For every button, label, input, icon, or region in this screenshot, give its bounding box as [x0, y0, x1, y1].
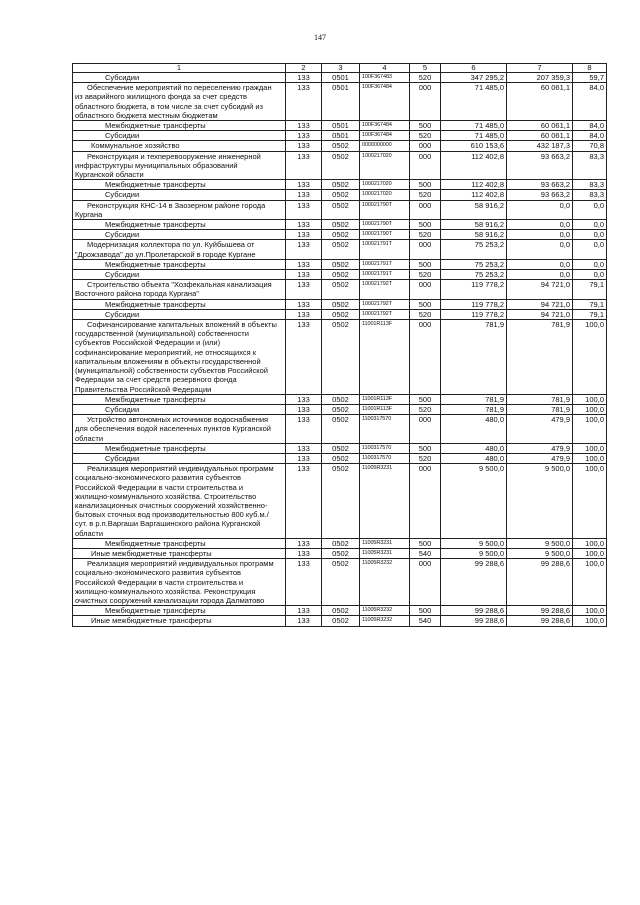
row-pct: 0,0: [573, 200, 607, 219]
row-gr: 133: [286, 190, 322, 200]
row-pct: 0,0: [573, 230, 607, 240]
row-name: Иные межбюджетные трансферты: [73, 616, 286, 626]
row-gr: 133: [286, 259, 322, 269]
row-gr: 133: [286, 200, 322, 219]
row-cs: 100021792T: [360, 299, 410, 309]
row-rz: 0502: [322, 394, 360, 404]
row-fact: 99 288,6: [507, 616, 573, 626]
row-name: Межбюджетные трансферты: [73, 394, 286, 404]
row-fact: 479,9: [507, 415, 573, 444]
row-name: Устройство автономных источников водоснабжения для обеспечения водой населенных пунктов Курганской области: [73, 415, 286, 444]
row-vr: 540: [410, 616, 441, 626]
page-number: 147: [314, 33, 326, 42]
row-vr: 520: [410, 309, 441, 319]
table-row: [73, 200, 607, 219]
row-name: Софинансирование капитальных вложений в объекты государственной (муниципальной) собственности субъектов Российской Федерации и (или) софинансирование мероприятий, не относящихся к капитальным вложениям в объекты государственной (муниципальной) собственности субъектов Российской Федерации за счет средств резервного фонда Правительства Российской Федерации: [73, 320, 286, 395]
row-pct: 100,0: [573, 443, 607, 453]
table-row: [73, 299, 607, 309]
row-vr: 500: [410, 394, 441, 404]
row-plan: 781,9: [441, 320, 507, 395]
row-pct: 100,0: [573, 606, 607, 616]
table-row: [73, 220, 607, 230]
row-fact: 94 721,0: [507, 280, 573, 299]
row-gr: 133: [286, 309, 322, 319]
row-cs: 100021790T: [360, 230, 410, 240]
table-row: [73, 240, 607, 259]
row-rz: 0501: [322, 73, 360, 83]
row-gr: 133: [286, 453, 322, 463]
row-name: Субсидии: [73, 190, 286, 200]
row-plan: 58 916,2: [441, 230, 507, 240]
row-name: Коммунальное хозяйство: [73, 141, 286, 151]
row-rz: 0502: [322, 299, 360, 309]
row-name: Субсидии: [73, 230, 286, 240]
row-fact: 60 061,1: [507, 131, 573, 141]
row-rz: 0502: [322, 464, 360, 539]
row-vr: 500: [410, 606, 441, 616]
row-rz: 0502: [322, 453, 360, 463]
row-gr: 133: [286, 230, 322, 240]
row-pct: 0,0: [573, 220, 607, 230]
row-vr: 500: [410, 443, 441, 453]
budget-table: [72, 63, 607, 627]
row-plan: 9 500,0: [441, 538, 507, 548]
row-cs: 100021791T: [360, 240, 410, 259]
row-pct: 100,0: [573, 464, 607, 539]
row-pct: 100,0: [573, 453, 607, 463]
row-fact: 93 663,2: [507, 190, 573, 200]
row-name: Субсидии: [73, 309, 286, 319]
row-name: Межбюджетные трансферты: [73, 180, 286, 190]
row-vr: 520: [410, 190, 441, 200]
row-name: Межбюджетные трансферты: [73, 220, 286, 230]
row-name: Межбюджетные трансферты: [73, 538, 286, 548]
row-pct: 83,3: [573, 151, 607, 180]
row-rz: 0502: [322, 538, 360, 548]
row-fact: 9 500,0: [507, 538, 573, 548]
row-gr: 133: [286, 240, 322, 259]
row-plan: 480,0: [441, 415, 507, 444]
header-col-plan: 6: [441, 64, 507, 73]
row-name: Строительство объекта "Хозфекальная канализация Восточного района города Кургана": [73, 280, 286, 299]
row-name: Субсидии: [73, 270, 286, 280]
row-vr: 500: [410, 259, 441, 269]
row-plan: 480,0: [441, 443, 507, 453]
row-fact: 99 288,6: [507, 559, 573, 606]
row-rz: 0502: [322, 280, 360, 299]
row-vr: 000: [410, 141, 441, 151]
row-rz: 0502: [322, 320, 360, 395]
row-gr: 133: [286, 415, 322, 444]
row-rz: 0502: [322, 190, 360, 200]
row-fact: 94 721,0: [507, 309, 573, 319]
row-vr: 500: [410, 180, 441, 190]
row-name: Субсидии: [73, 131, 286, 141]
row-gr: 133: [286, 141, 322, 151]
row-fact: 99 288,6: [507, 606, 573, 616]
row-cs: 100021792T: [360, 309, 410, 319]
row-vr: 520: [410, 230, 441, 240]
row-plan: 112 402,8: [441, 151, 507, 180]
table-row: [73, 83, 607, 121]
header-col-name: 1: [73, 64, 286, 73]
row-pct: 0,0: [573, 259, 607, 269]
row-rz: 0502: [322, 606, 360, 616]
row-cs: 11001R113F: [360, 320, 410, 395]
row-plan: 58 916,2: [441, 220, 507, 230]
row-cs: 100F367484: [360, 131, 410, 141]
row-gr: 133: [286, 180, 322, 190]
row-cs: 11001R113F: [360, 394, 410, 404]
table-row: [73, 559, 607, 606]
row-cs: 11005R3232: [360, 559, 410, 606]
table-row: [73, 538, 607, 548]
row-vr: 000: [410, 464, 441, 539]
row-plan: 781,9: [441, 394, 507, 404]
row-name: Реконструкция КНС-14 в Заозерном районе города Кургана: [73, 200, 286, 219]
row-pct: 100,0: [573, 538, 607, 548]
row-cs: 100021791T: [360, 259, 410, 269]
row-gr: 133: [286, 548, 322, 558]
row-pct: 84,0: [573, 83, 607, 121]
row-cs: 11005R3232: [360, 616, 410, 626]
row-plan: 119 778,2: [441, 280, 507, 299]
row-plan: 9 500,0: [441, 548, 507, 558]
row-rz: 0502: [322, 404, 360, 414]
row-rz: 0502: [322, 415, 360, 444]
table-row: [73, 464, 607, 539]
row-vr: 000: [410, 240, 441, 259]
row-plan: 75 253,2: [441, 270, 507, 280]
row-pct: 0,0: [573, 270, 607, 280]
row-gr: 133: [286, 151, 322, 180]
row-cs: 1000217020: [360, 151, 410, 180]
row-plan: 99 288,6: [441, 616, 507, 626]
row-gr: 133: [286, 616, 322, 626]
table-row: [73, 453, 607, 463]
row-gr: 133: [286, 131, 322, 141]
row-fact: 0,0: [507, 270, 573, 280]
table-row: [73, 180, 607, 190]
row-rz: 0502: [322, 559, 360, 606]
row-name: Реконструкция и техперевооружение инженерной инфраструктуры муниципальных образований Курганской области: [73, 151, 286, 180]
row-name: Межбюджетные трансферты: [73, 606, 286, 616]
row-plan: 71 485,0: [441, 83, 507, 121]
row-pct: 59,7: [573, 73, 607, 83]
row-vr: 000: [410, 83, 441, 121]
row-cs: 11001R113F: [360, 404, 410, 414]
row-cs: 100F367484: [360, 121, 410, 131]
row-cs: 1100317570: [360, 443, 410, 453]
row-pct: 0,0: [573, 240, 607, 259]
row-rz: 0501: [322, 121, 360, 131]
row-fact: 60 061,1: [507, 121, 573, 131]
row-vr: 000: [410, 320, 441, 395]
row-name: Межбюджетные трансферты: [73, 121, 286, 131]
row-plan: 9 500,0: [441, 464, 507, 539]
row-vr: 000: [410, 200, 441, 219]
row-pct: 100,0: [573, 394, 607, 404]
row-name: Реализация мероприятий индивидуальных программ социально-экономического развития субъектов Российской Федерации в части строительства и жилищно-коммунального хозяйства. Строительство канализационных очистных сооружений хозяйственно-бытовых сточных вод производительностью 800 куб.м./сут. в р.п.Варгаши Варгашинского района Курганской области: [73, 464, 286, 539]
row-gr: 133: [286, 404, 322, 414]
row-fact: 0,0: [507, 259, 573, 269]
row-rz: 0502: [322, 141, 360, 151]
table-row: [73, 259, 607, 269]
row-pct: 84,0: [573, 121, 607, 131]
row-rz: 0502: [322, 443, 360, 453]
row-cs: 100021791T: [360, 270, 410, 280]
table-row: [73, 548, 607, 558]
row-plan: 112 402,8: [441, 190, 507, 200]
row-gr: 133: [286, 394, 322, 404]
table-row: [73, 320, 607, 395]
table-row: [73, 270, 607, 280]
row-fact: 781,9: [507, 394, 573, 404]
row-plan: 610 153,6: [441, 141, 507, 151]
row-cs: 1000217020: [360, 180, 410, 190]
row-pct: 100,0: [573, 320, 607, 395]
row-vr: 000: [410, 559, 441, 606]
row-cs: 100021790T: [360, 220, 410, 230]
row-plan: 480,0: [441, 453, 507, 463]
row-name: Субсидии: [73, 73, 286, 83]
row-fact: 9 500,0: [507, 464, 573, 539]
row-cs: 100F367483: [360, 73, 410, 83]
row-cs: 100021792T: [360, 280, 410, 299]
row-gr: 133: [286, 270, 322, 280]
row-fact: 60 061,1: [507, 83, 573, 121]
row-name: Реализация мероприятий индивидуальных программ социально-экономического развития субъектов Российской Федерации в части строительства и жилищно-коммунального хозяйства. Реконструкция очистных сооружений канализации города Далматово: [73, 559, 286, 606]
row-name: Субсидии: [73, 404, 286, 414]
row-fact: 479,9: [507, 443, 573, 453]
row-fact: 94 721,0: [507, 299, 573, 309]
row-rz: 0502: [322, 151, 360, 180]
row-pct: 100,0: [573, 559, 607, 606]
row-fact: 93 663,2: [507, 180, 573, 190]
row-name: Межбюджетные трансферты: [73, 443, 286, 453]
row-vr: 500: [410, 538, 441, 548]
row-vr: 520: [410, 270, 441, 280]
row-pct: 70,8: [573, 141, 607, 151]
table-row: [73, 606, 607, 616]
row-fact: 781,9: [507, 404, 573, 414]
row-plan: 119 778,2: [441, 299, 507, 309]
row-gr: 133: [286, 280, 322, 299]
row-gr: 133: [286, 606, 322, 616]
row-plan: 99 288,6: [441, 606, 507, 616]
row-plan: 347 295,2: [441, 73, 507, 83]
row-vr: 000: [410, 151, 441, 180]
header-col-cs: 4: [360, 64, 410, 73]
row-cs: 100F367484: [360, 83, 410, 121]
row-gr: 133: [286, 73, 322, 83]
row-cs: 1100317570: [360, 453, 410, 463]
row-pct: 100,0: [573, 548, 607, 558]
row-name: Модернизация коллектора по ул. Куйбышева от "Дрожзавода" до ул.Пролетарской в городе Кургане: [73, 240, 286, 259]
row-vr: 500: [410, 299, 441, 309]
row-pct: 100,0: [573, 404, 607, 414]
row-rz: 0502: [322, 548, 360, 558]
table-row: [73, 73, 607, 83]
row-plan: 119 778,2: [441, 309, 507, 319]
row-vr: 000: [410, 415, 441, 444]
row-rz: 0502: [322, 230, 360, 240]
row-rz: 0501: [322, 131, 360, 141]
row-cs: 100021790T: [360, 200, 410, 219]
row-cs: 11005R3232: [360, 606, 410, 616]
row-gr: 133: [286, 220, 322, 230]
row-rz: 0501: [322, 83, 360, 121]
row-fact: 432 187,3: [507, 141, 573, 151]
row-cs: 1000217020: [360, 190, 410, 200]
row-gr: 133: [286, 559, 322, 606]
row-rz: 0502: [322, 220, 360, 230]
table-row: [73, 131, 607, 141]
table-row: [73, 121, 607, 131]
table-row: [73, 141, 607, 151]
row-fact: 93 663,2: [507, 151, 573, 180]
row-vr: 520: [410, 404, 441, 414]
row-pct: 79,1: [573, 299, 607, 309]
row-name: Межбюджетные трансферты: [73, 259, 286, 269]
row-plan: 781,9: [441, 404, 507, 414]
row-vr: 520: [410, 131, 441, 141]
row-name: Субсидии: [73, 453, 286, 463]
row-fact: 0,0: [507, 230, 573, 240]
row-pct: 100,0: [573, 415, 607, 444]
row-gr: 133: [286, 83, 322, 121]
row-fact: 0,0: [507, 200, 573, 219]
row-plan: 71 485,0: [441, 121, 507, 131]
row-fact: 479,9: [507, 453, 573, 463]
table-row: [73, 151, 607, 180]
row-plan: 112 402,8: [441, 180, 507, 190]
row-name: Обеспечение мероприятий по переселению граждан из аварийного жилищного фонда за счет средств областного бюджета, в том числе за счет субсидий из областного бюджета местным бюджетам: [73, 83, 286, 121]
row-gr: 133: [286, 299, 322, 309]
row-vr: 520: [410, 453, 441, 463]
header-col-rz: 3: [322, 64, 360, 73]
row-gr: 133: [286, 121, 322, 131]
row-pct: 83,3: [573, 190, 607, 200]
row-rz: 0502: [322, 616, 360, 626]
row-rz: 0502: [322, 270, 360, 280]
row-vr: 500: [410, 121, 441, 131]
row-pct: 84,0: [573, 131, 607, 141]
row-gr: 133: [286, 538, 322, 548]
row-vr: 520: [410, 73, 441, 83]
row-cs: 1100317570: [360, 415, 410, 444]
row-rz: 0502: [322, 259, 360, 269]
table-row: [73, 309, 607, 319]
row-plan: 75 253,2: [441, 259, 507, 269]
row-rz: 0502: [322, 309, 360, 319]
row-plan: 71 485,0: [441, 131, 507, 141]
header-col-fact: 7: [507, 64, 573, 73]
table-row: [73, 404, 607, 414]
table-row: [73, 415, 607, 444]
table-row: [73, 443, 607, 453]
table-header-row: [73, 64, 607, 73]
row-pct: 79,1: [573, 309, 607, 319]
row-name: Межбюджетные трансферты: [73, 299, 286, 309]
row-cs: 0000000000: [360, 141, 410, 151]
row-rz: 0502: [322, 200, 360, 219]
row-plan: 75 253,2: [441, 240, 507, 259]
table-row: [73, 230, 607, 240]
row-cs: 11005R3231: [360, 464, 410, 539]
row-vr: 540: [410, 548, 441, 558]
row-pct: 100,0: [573, 616, 607, 626]
row-gr: 133: [286, 443, 322, 453]
table-row: [73, 394, 607, 404]
row-vr: 000: [410, 280, 441, 299]
table-row: [73, 616, 607, 626]
row-name: Иные межбюджетные трансферты: [73, 548, 286, 558]
row-pct: 83,3: [573, 180, 607, 190]
row-fact: 781,9: [507, 320, 573, 395]
row-rz: 0502: [322, 240, 360, 259]
row-plan: 99 288,6: [441, 559, 507, 606]
header-col-vr: 5: [410, 64, 441, 73]
row-cs: 11005R3231: [360, 538, 410, 548]
row-pct: 79,1: [573, 280, 607, 299]
row-rz: 0502: [322, 180, 360, 190]
table-row: [73, 190, 607, 200]
header-col-gr: 2: [286, 64, 322, 73]
row-fact: 0,0: [507, 240, 573, 259]
row-fact: 207 359,3: [507, 73, 573, 83]
row-gr: 133: [286, 320, 322, 395]
row-vr: 500: [410, 220, 441, 230]
row-cs: 11005R3231: [360, 548, 410, 558]
row-fact: 0,0: [507, 220, 573, 230]
row-gr: 133: [286, 464, 322, 539]
row-fact: 9 500,0: [507, 548, 573, 558]
header-col-pct: 8: [573, 64, 607, 73]
table-row: [73, 280, 607, 299]
row-plan: 58 916,2: [441, 200, 507, 219]
